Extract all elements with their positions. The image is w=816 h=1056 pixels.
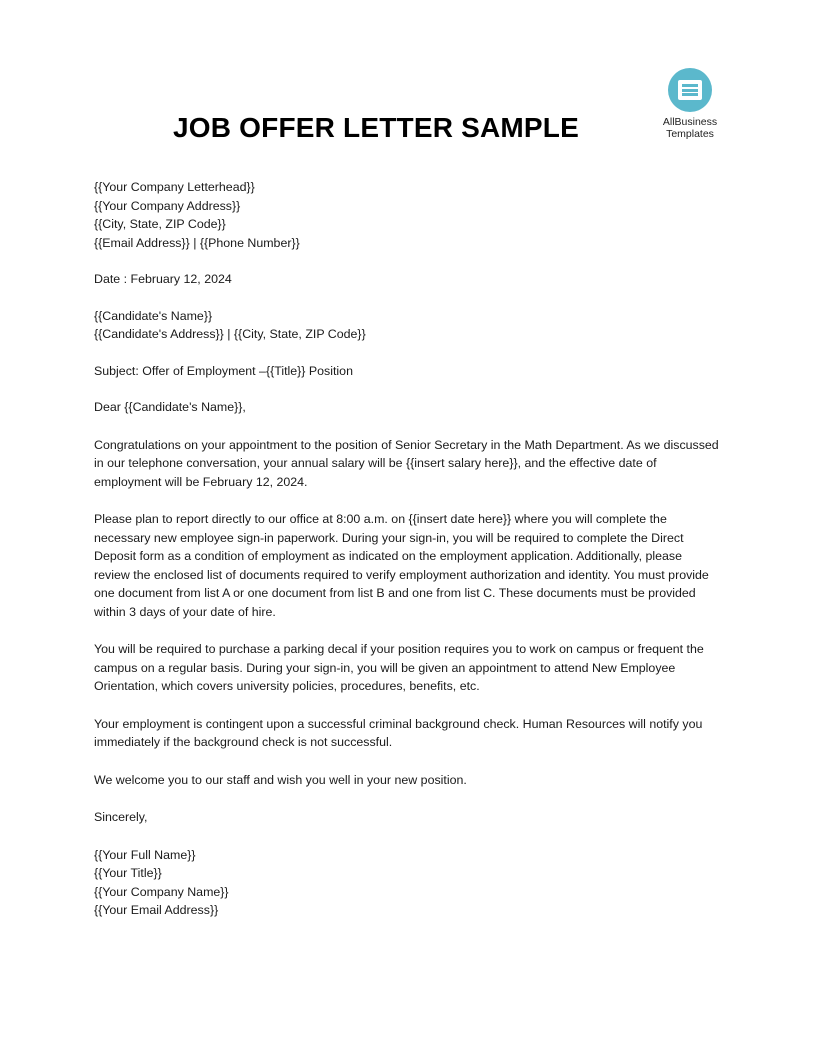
signature-name: {{Your Full Name}} bbox=[94, 847, 196, 862]
company-letterhead-block bbox=[94, 178, 719, 252]
recipient-address: {{Candidate's Address}} | {{City, State, ZIP Code}} bbox=[94, 327, 366, 341]
recipient-block bbox=[94, 307, 719, 344]
brand-name-line1: AllBusiness bbox=[662, 116, 718, 128]
signature-block bbox=[94, 846, 719, 920]
spacer bbox=[94, 491, 719, 510]
spacer bbox=[94, 696, 719, 715]
brand-logo bbox=[655, 68, 725, 140]
salutation: Dear {{Candidate's Name}}, bbox=[94, 400, 246, 414]
date-line: Date : February 12, 2024 bbox=[94, 272, 232, 286]
letter-body bbox=[94, 178, 719, 920]
spacer bbox=[94, 752, 719, 771]
spacer bbox=[94, 827, 719, 846]
paragraph-4: Your employment is contingent upon a successful criminal background check. Human Resources will notify you immediately if the background check is not successful. bbox=[94, 716, 703, 749]
closing: Sincerely, bbox=[94, 810, 148, 824]
letterhead-line-3: {{City, State, ZIP Code}} bbox=[94, 217, 226, 231]
spacer bbox=[94, 380, 719, 398]
subject-line: Subject: Offer of Employment –{{Title}} Position bbox=[94, 363, 353, 378]
recipient-name: {{Candidate's Name}} bbox=[94, 308, 213, 323]
paragraph-3: You will be required to purchase a parking decal if your position requires you to work on campus or frequent the campus on a regular basis. During your sign-in, you will be given an appointment to attend New Employee Orientation, which covers university policies, procedures, benefits, etc. bbox=[94, 642, 704, 693]
spacer bbox=[94, 621, 719, 640]
brand-name-line2: Templates bbox=[666, 128, 714, 140]
spacer bbox=[94, 344, 719, 362]
signature-title: {{Your Title}} bbox=[94, 866, 162, 880]
letterhead-line-2: {{Your Company Address}} bbox=[94, 198, 241, 213]
paragraph-5: We welcome you to our staff and wish you well in your new position. bbox=[94, 772, 467, 787]
letterhead-line-1: {{Your Company Letterhead}} bbox=[94, 180, 255, 194]
signature-company: {{Your Company Name}} bbox=[94, 884, 229, 899]
spacer bbox=[94, 289, 719, 307]
signature-email: {{Your Email Address}} bbox=[94, 903, 219, 917]
monitor-icon bbox=[668, 68, 712, 112]
letterhead-line-4: {{Email Address}} | {{Phone Number}} bbox=[94, 235, 300, 250]
paragraph-1: Congratulations on your appointment to the position of Senior Secretary in the Math Department. As we discussed in our telephone conversation, your annual salary will be {{insert salary here}}, and the effective date of employment will be February 12, 2024. bbox=[94, 437, 719, 489]
monitor-glyph bbox=[678, 80, 702, 100]
spacer bbox=[94, 789, 719, 808]
page-title: JOB OFFER LETTER SAMPLE bbox=[173, 112, 579, 143]
paragraph-2: Please plan to report directly to our office at 8:00 a.m. on {{insert date here}} where you will complete the necessary new employee sign-in paperwork. During your sign-in, you will be required to complete the Direct Deposit form as a condition of employment as indicated on the employment application. Additionally, please review the enclosed list of documents required to verify employment authorization and identity. You must provide one document from list A or one document from list B and one from list C. These documents must be provided within 3 days of your date of hire. bbox=[94, 512, 709, 619]
spacer bbox=[94, 417, 719, 436]
spacer bbox=[94, 252, 719, 270]
